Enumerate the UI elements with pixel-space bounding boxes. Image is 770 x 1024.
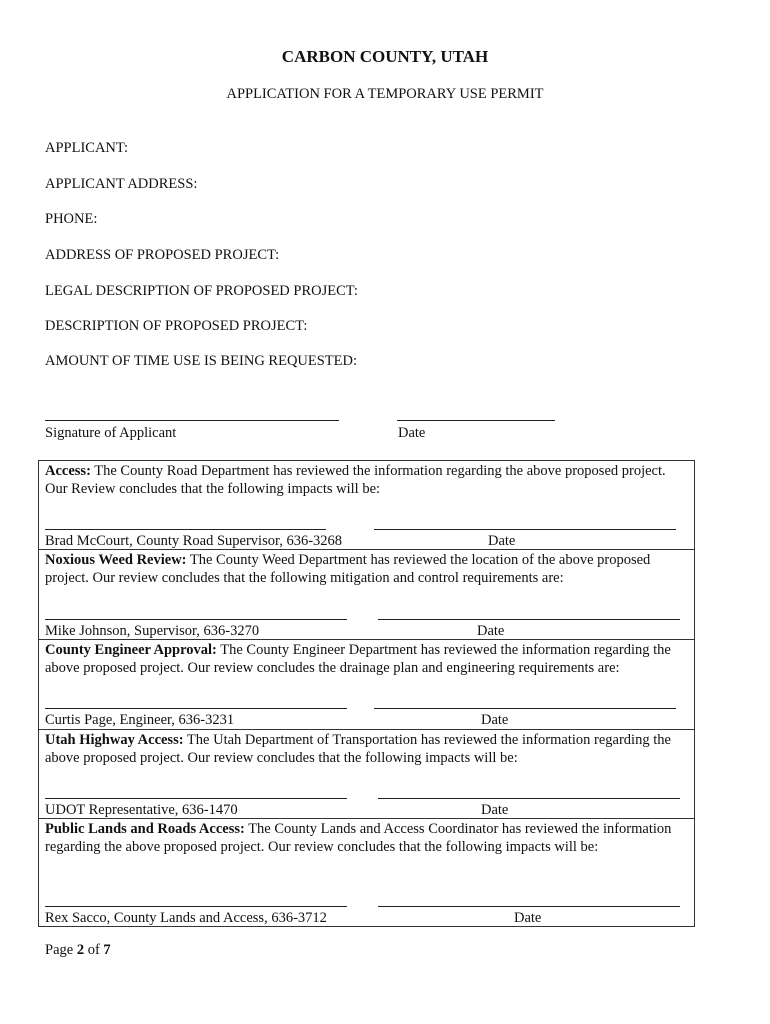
reviewer-date-line[interactable] xyxy=(378,619,680,620)
field-applicant: APPLICANT: xyxy=(45,140,129,156)
review-text xyxy=(45,641,687,677)
review-body: The Utah Department of Transportation has reviewed the information regarding the above proposed project. Our review concludes that the following impacts will be: xyxy=(45,732,671,766)
applicant-date-line[interactable] xyxy=(397,420,555,421)
reviewer-name: UDOT Representative, 636-1470 xyxy=(45,802,238,818)
reviewer-date-line[interactable] xyxy=(374,529,676,530)
review-body: The County Engineer Department has reviewed the information regarding the above proposed project. Our review concludes the drainage plan and engineering requirements are: xyxy=(45,642,671,676)
review-section-noxious-weed xyxy=(39,550,694,640)
field-legal-description: LEGAL DESCRIPTION OF PROPOSED PROJECT: xyxy=(45,283,358,299)
page-subtitle: APPLICATION FOR A TEMPORARY USE PERMIT xyxy=(226,86,544,102)
review-section-access xyxy=(39,461,694,550)
reviewer-signature-line[interactable] xyxy=(45,619,347,620)
reviewer-date-label: Date xyxy=(481,712,509,728)
field-applicant-address: APPLICANT ADDRESS: xyxy=(45,176,198,192)
review-box xyxy=(38,460,695,927)
reviewer-date-label: Date xyxy=(481,802,509,818)
applicant-signature-line[interactable] xyxy=(45,420,339,421)
field-project-description: DESCRIPTION OF PROPOSED PROJECT: xyxy=(45,318,308,334)
review-heading: Utah Highway Access: xyxy=(45,732,184,748)
reviewer-date-line[interactable] xyxy=(378,906,680,907)
review-heading: Noxious Weed Review: xyxy=(45,552,187,568)
reviewer-name: Brad McCourt, County Road Supervisor, 636-3268 xyxy=(45,533,343,549)
review-body: The County Lands and Access Coordinator has reviewed the information regarding the above proposed project. Our review concludes that the following impacts will be: xyxy=(45,821,672,855)
field-time-requested: AMOUNT OF TIME USE IS BEING REQUESTED: xyxy=(45,353,358,369)
page-total: 7 xyxy=(103,942,111,958)
reviewer-name: Rex Sacco, County Lands and Access, 636-3712 xyxy=(45,910,327,926)
applicant-signature-label: Signature of Applicant xyxy=(45,425,177,441)
review-section-county-engineer xyxy=(39,640,694,730)
reviewer-date-line[interactable] xyxy=(378,798,680,799)
review-text xyxy=(45,731,687,767)
field-project-address: ADDRESS OF PROPOSED PROJECT: xyxy=(45,247,280,263)
reviewer-name: Curtis Page, Engineer, 636-3231 xyxy=(45,712,235,728)
review-text xyxy=(45,551,687,587)
reviewer-date-label: Date xyxy=(488,533,516,549)
review-body: The County Weed Department has reviewed the location of the above proposed project. Our review concludes that the following mitigation and control requirements are: xyxy=(45,552,651,586)
review-section-public-lands xyxy=(39,819,694,926)
page-number xyxy=(45,942,111,959)
field-phone: PHONE: xyxy=(45,211,98,227)
page-prefix: Page xyxy=(45,942,77,958)
reviewer-signature-line[interactable] xyxy=(45,708,347,709)
review-heading: Access: xyxy=(45,463,91,479)
reviewer-name: Mike Johnson, Supervisor, 636-3270 xyxy=(45,623,260,639)
page-of: of xyxy=(84,942,104,958)
reviewer-signature-line[interactable] xyxy=(45,906,347,907)
review-heading: County Engineer Approval: xyxy=(45,642,217,658)
applicant-date-label: Date xyxy=(398,425,426,441)
reviewer-date-label: Date xyxy=(514,910,542,926)
page-title: CARBON COUNTY, UTAH xyxy=(281,47,489,66)
reviewer-date-label: Date xyxy=(477,623,505,639)
review-heading: Public Lands and Roads Access: xyxy=(45,821,245,837)
review-section-utah-highway xyxy=(39,730,694,819)
reviewer-date-line[interactable] xyxy=(374,708,676,709)
page-current: 2 xyxy=(76,942,85,958)
reviewer-signature-line[interactable] xyxy=(45,798,347,799)
review-text xyxy=(45,462,687,498)
review-text xyxy=(45,820,687,856)
reviewer-signature-line[interactable] xyxy=(45,529,326,530)
review-body: The County Road Department has reviewed the information regarding the above proposed project. Our Review concludes that the following impacts will be: xyxy=(45,463,666,497)
